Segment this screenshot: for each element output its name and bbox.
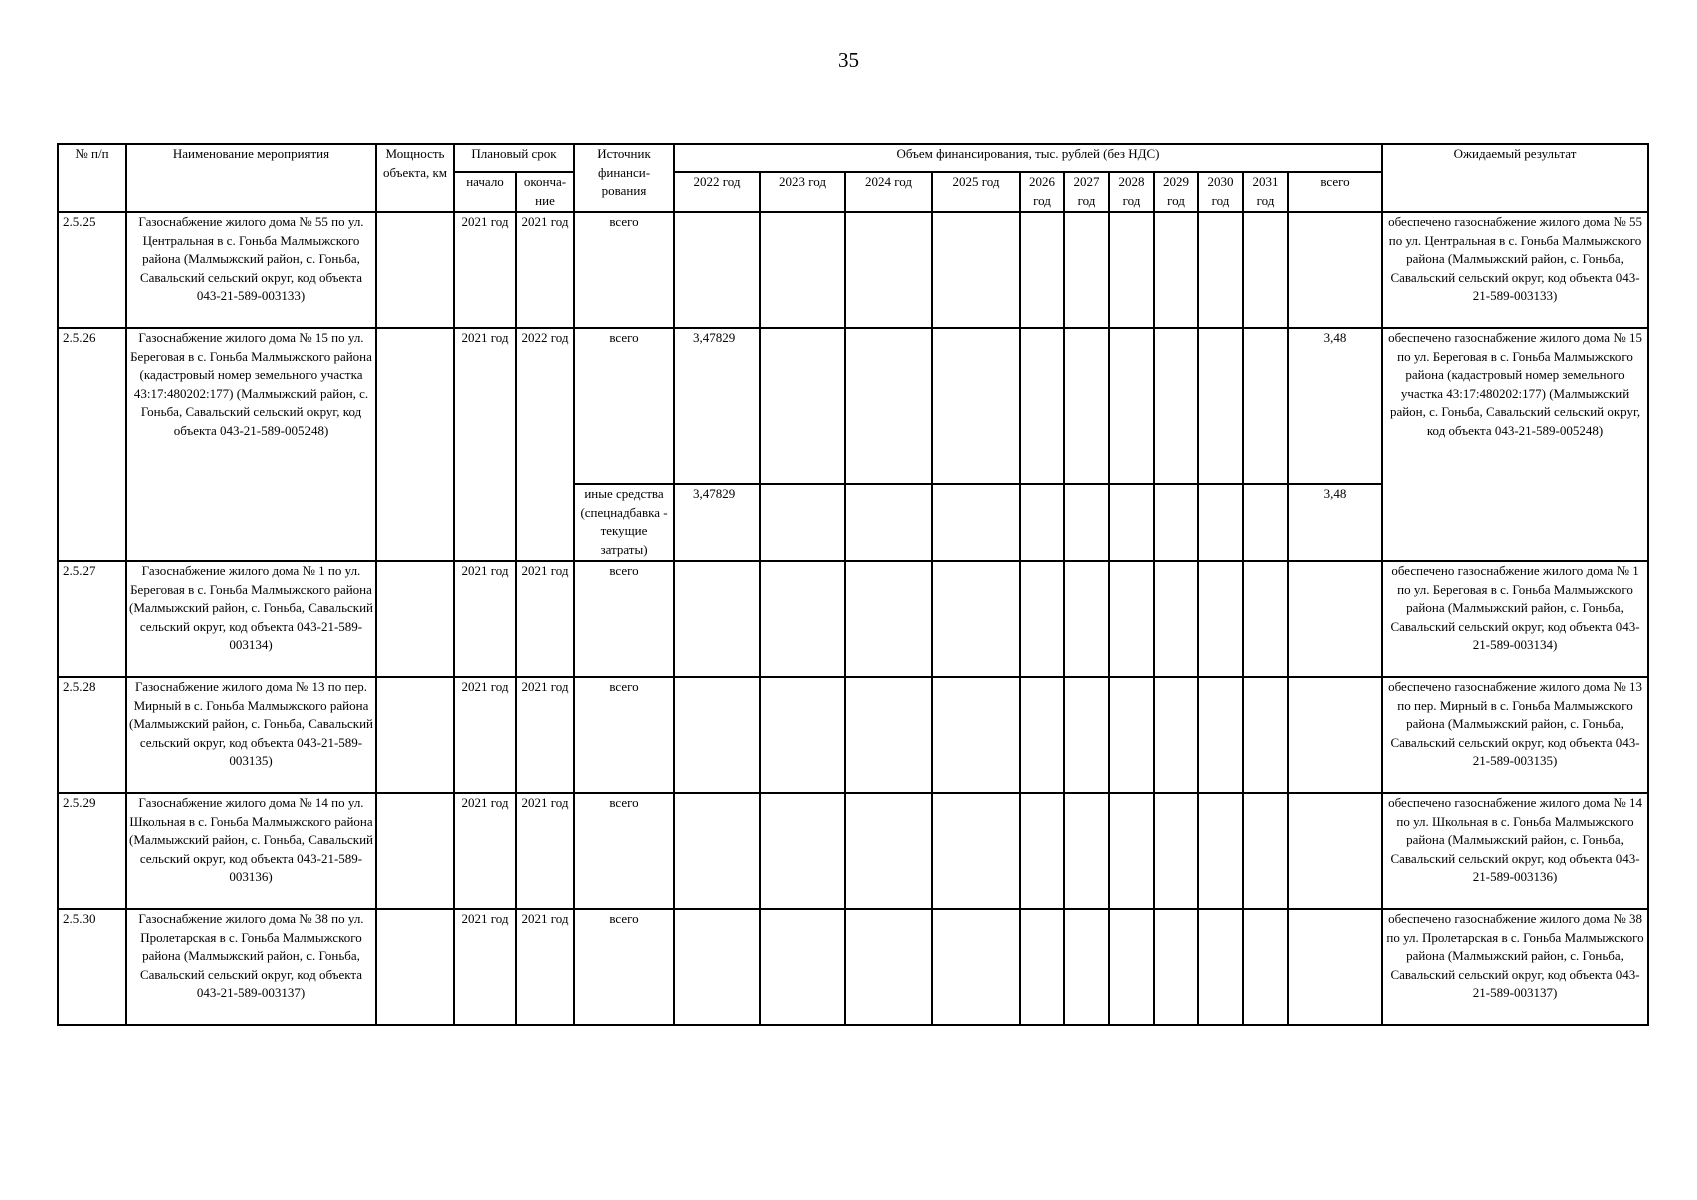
row-source: всего <box>574 677 674 793</box>
row-y2027 <box>1064 328 1109 484</box>
row-y2023 <box>760 909 845 1025</box>
row-y2028 <box>1109 677 1154 793</box>
row-y2022 <box>674 909 760 1025</box>
row-y2030 <box>1198 909 1243 1025</box>
row-y2031 <box>1243 677 1288 793</box>
row-y2022 <box>674 561 760 677</box>
row-source: иные средства (спецнадбавка - текущие затраты) <box>574 484 674 561</box>
header-year-2022: 2022 год <box>674 172 760 212</box>
row-start: 2021 год <box>454 677 516 793</box>
table-row <box>58 328 1648 484</box>
row-y2028 <box>1109 909 1154 1025</box>
row-y2027 <box>1064 484 1109 561</box>
row-y2026 <box>1020 561 1064 677</box>
row-y2031 <box>1243 793 1288 909</box>
row-y2024 <box>845 793 932 909</box>
row-y2025 <box>932 212 1020 328</box>
header-year-2026: 2026 год <box>1020 172 1064 212</box>
row-y2026 <box>1020 212 1064 328</box>
row-y2030 <box>1198 212 1243 328</box>
header-year-2024: 2024 год <box>845 172 932 212</box>
header-capacity: Мощность объекта, км <box>376 144 454 212</box>
header-total: всего <box>1288 172 1382 212</box>
row-source: всего <box>574 909 674 1025</box>
row-num: 2.5.25 <box>58 212 126 328</box>
table-row <box>58 677 1648 793</box>
row-source: всего <box>574 561 674 677</box>
row-num: 2.5.28 <box>58 677 126 793</box>
row-y2030 <box>1198 561 1243 677</box>
row-y2028 <box>1109 484 1154 561</box>
row-y2028 <box>1109 793 1154 909</box>
row-y2025 <box>932 561 1020 677</box>
financing-plan-table <box>57 143 1649 1026</box>
row-y2027 <box>1064 212 1109 328</box>
row-y2026 <box>1020 909 1064 1025</box>
row-y2030 <box>1198 484 1243 561</box>
row-capacity <box>376 909 454 1025</box>
row-y2025 <box>932 793 1020 909</box>
row-y2028 <box>1109 328 1154 484</box>
row-num: 2.5.26 <box>58 328 126 561</box>
table-row <box>58 909 1648 1025</box>
row-y2025 <box>932 909 1020 1025</box>
row-y2023 <box>760 677 845 793</box>
row-y2030 <box>1198 677 1243 793</box>
row-start: 2021 год <box>454 212 516 328</box>
row-capacity <box>376 328 454 561</box>
row-capacity <box>376 677 454 793</box>
row-start: 2021 год <box>454 561 516 677</box>
row-y2029 <box>1154 212 1198 328</box>
row-end: 2022 год <box>516 328 574 561</box>
row-total <box>1288 561 1382 677</box>
row-total <box>1288 677 1382 793</box>
row-y2029 <box>1154 561 1198 677</box>
row-end: 2021 год <box>516 793 574 909</box>
table-row <box>58 212 1648 328</box>
row-y2029 <box>1154 793 1198 909</box>
row-y2026 <box>1020 484 1064 561</box>
row-y2024 <box>845 212 932 328</box>
row-y2031 <box>1243 561 1288 677</box>
row-y2031 <box>1243 909 1288 1025</box>
row-y2025 <box>932 484 1020 561</box>
row-capacity <box>376 793 454 909</box>
row-y2026 <box>1020 793 1064 909</box>
header-name: Наименование мероприятия <box>126 144 376 212</box>
row-start: 2021 год <box>454 793 516 909</box>
table-row <box>58 793 1648 909</box>
row-y2031 <box>1243 328 1288 484</box>
header-year-2023: 2023 год <box>760 172 845 212</box>
header-term-start: начало <box>454 172 516 212</box>
row-total: 3,48 <box>1288 328 1382 484</box>
row-end: 2021 год <box>516 212 574 328</box>
row-y2023 <box>760 793 845 909</box>
row-result: обеспечено газоснабжение жилого дома № 38 по ул. Пролетарская в с. Гоньба Малмыжского района (Малмыжский район, с. Гоньба, Савальский сельский округ, код объекта 043-21-589-003137) <box>1382 909 1648 1025</box>
row-total <box>1288 212 1382 328</box>
row-y2025 <box>932 328 1020 484</box>
row-y2024 <box>845 909 932 1025</box>
row-end: 2021 год <box>516 909 574 1025</box>
row-total: 3,48 <box>1288 484 1382 561</box>
row-y2022 <box>674 212 760 328</box>
row-y2027 <box>1064 561 1109 677</box>
header-num: № п/п <box>58 144 126 212</box>
header-year-2025: 2025 год <box>932 172 1020 212</box>
row-result: обеспечено газоснабжение жилого дома № 15 по ул. Береговая в с. Гоньба Малмыжского района (кадастровый номер земельного участка 43:17:480202:177) (Малмыжский район, с. Гоньба, Савальский сельский округ, код объекта 043-21-589-005248) <box>1382 328 1648 561</box>
header-source: Источник финанси-рования <box>574 144 674 212</box>
row-num: 2.5.30 <box>58 909 126 1025</box>
row-y2023 <box>760 212 845 328</box>
row-name: Газоснабжение жилого дома № 55 по ул. Центральная в с. Гоньба Малмыжского района (Малмыжский район, с. Гоньба, Савальский сельский округ, код объекта 043-21-589-003133) <box>126 212 376 328</box>
row-name: Газоснабжение жилого дома № 38 по ул. Пролетарская в с. Гоньба Малмыжского района (Малмыжский район, с. Гоньба, Савальский сельский округ, код объекта 043-21-589-003137) <box>126 909 376 1025</box>
row-y2023 <box>760 328 845 484</box>
row-name: Газоснабжение жилого дома № 1 по ул. Береговая в с. Гоньба Малмыжского района (Малмыжский район, с. Гоньба, Савальский сельский округ, код объекта 043-21-589-003134) <box>126 561 376 677</box>
row-end: 2021 год <box>516 561 574 677</box>
row-y2024 <box>845 677 932 793</box>
row-y2023 <box>760 484 845 561</box>
row-result: обеспечено газоснабжение жилого дома № 13 по пер. Мирный в с. Гоньба Малмыжского района (Малмыжский район, с. Гоньба, Савальский сельский округ, код объекта 043-21-589-003135) <box>1382 677 1648 793</box>
row-y2030 <box>1198 328 1243 484</box>
header-year-2031: 2031 год <box>1243 172 1288 212</box>
row-y2029 <box>1154 484 1198 561</box>
row-start: 2021 год <box>454 328 516 561</box>
row-name: Газоснабжение жилого дома № 15 по ул. Береговая в с. Гоньба Малмыжского района (кадастровый номер земельного участка 43:17:480202:177) (Малмыжский район, с. Гоньба, Савальский сельский округ, код объекта 043-21-589-005248) <box>126 328 376 561</box>
header-year-2028: 2028 год <box>1109 172 1154 212</box>
row-result: обеспечено газоснабжение жилого дома № 1 по ул. Береговая в с. Гоньба Малмыжского района (Малмыжский район, с. Гоньба, Савальский сельский округ, код объекта 043-21-589-003134) <box>1382 561 1648 677</box>
row-source: всего <box>574 212 674 328</box>
row-name: Газоснабжение жилого дома № 14 по ул. Школьная в с. Гоньба Малмыжского района (Малмыжский район, с. Гоньба, Савальский сельский округ, код объекта 043-21-589-003136) <box>126 793 376 909</box>
row-start: 2021 год <box>454 909 516 1025</box>
row-y2025 <box>932 677 1020 793</box>
header-result: Ожидаемый результат <box>1382 144 1648 212</box>
row-end: 2021 год <box>516 677 574 793</box>
row-y2031 <box>1243 212 1288 328</box>
row-y2028 <box>1109 212 1154 328</box>
row-y2031 <box>1243 484 1288 561</box>
row-y2022: 3,47829 <box>674 484 760 561</box>
row-capacity <box>376 212 454 328</box>
row-y2027 <box>1064 677 1109 793</box>
row-y2024 <box>845 328 932 484</box>
row-y2024 <box>845 484 932 561</box>
row-num: 2.5.27 <box>58 561 126 677</box>
row-y2027 <box>1064 909 1109 1025</box>
header-year-2030: 2030 год <box>1198 172 1243 212</box>
row-y2026 <box>1020 328 1064 484</box>
row-total <box>1288 793 1382 909</box>
row-y2029 <box>1154 677 1198 793</box>
table-header <box>58 144 1648 212</box>
row-y2022 <box>674 677 760 793</box>
row-y2029 <box>1154 328 1198 484</box>
row-y2030 <box>1198 793 1243 909</box>
row-result: обеспечено газоснабжение жилого дома № 55 по ул. Центральная в с. Гоньба Малмыжского района (Малмыжский район, с. Гоньба, Савальский сельский округ, код объекта 043-21-589-003133) <box>1382 212 1648 328</box>
header-volume: Объем финансирования, тыс. рублей (без НДС) <box>674 144 1382 172</box>
row-total <box>1288 909 1382 1025</box>
row-y2024 <box>845 561 932 677</box>
row-capacity <box>376 561 454 677</box>
row-y2027 <box>1064 793 1109 909</box>
row-y2023 <box>760 561 845 677</box>
page-number: 35 <box>838 48 859 72</box>
header-term-end: оконча-ние <box>516 172 574 212</box>
row-num: 2.5.29 <box>58 793 126 909</box>
row-y2022 <box>674 793 760 909</box>
row-y2029 <box>1154 909 1198 1025</box>
row-result: обеспечено газоснабжение жилого дома № 14 по ул. Школьная в с. Гоньба Малмыжского района (Малмыжский район, с. Гоньба, Савальский сельский округ, код объекта 043-21-589-003136) <box>1382 793 1648 909</box>
row-name: Газоснабжение жилого дома № 13 по пер. Мирный в с. Гоньба Малмыжского района (Малмыжский район, с. Гоньба, Савальский сельский округ, код объекта 043-21-589-003135) <box>126 677 376 793</box>
header-term: Плановый срок <box>454 144 574 172</box>
header-year-2029: 2029 год <box>1154 172 1198 212</box>
row-source: всего <box>574 793 674 909</box>
row-source: всего <box>574 328 674 484</box>
row-y2028 <box>1109 561 1154 677</box>
row-y2026 <box>1020 677 1064 793</box>
table-row <box>58 561 1648 677</box>
header-year-2027: 2027 год <box>1064 172 1109 212</box>
row-y2022: 3,47829 <box>674 328 760 484</box>
table-body <box>58 212 1648 1025</box>
